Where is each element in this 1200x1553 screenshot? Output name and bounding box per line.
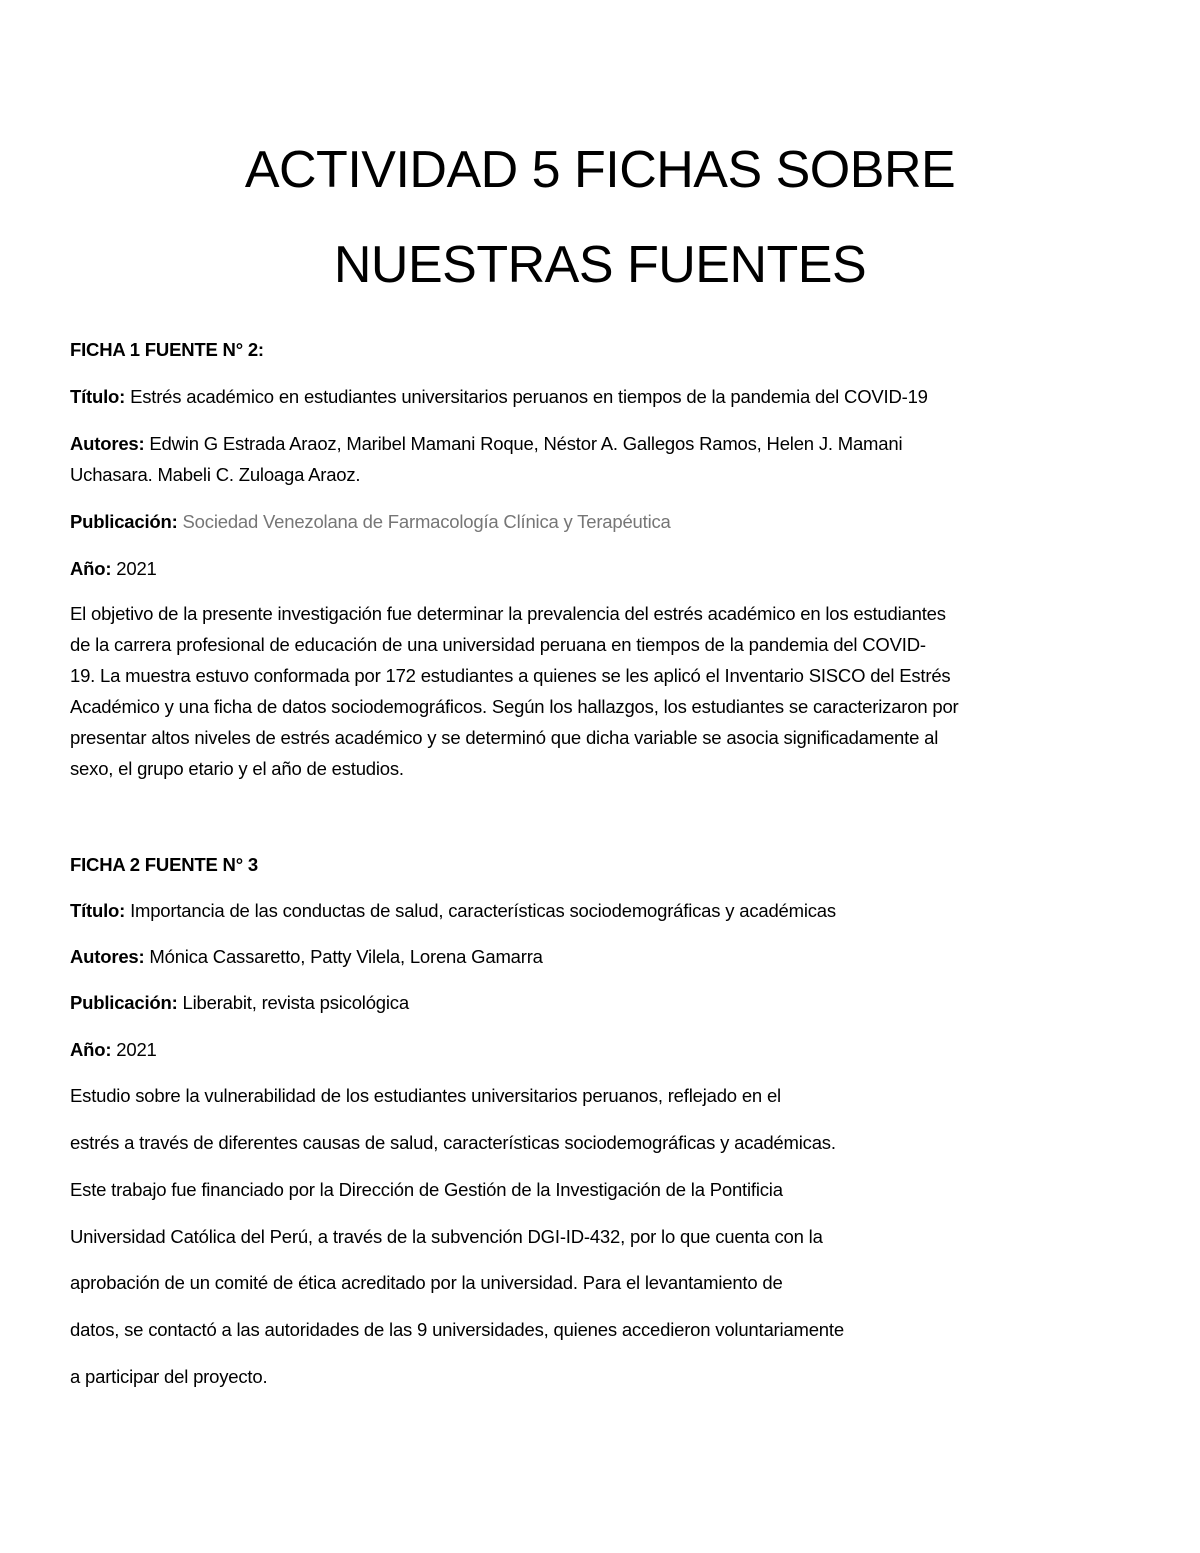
ficha-1-publicacion xyxy=(70,510,671,534)
resumen-line: aprobación de un comité de ética acreditado por la universidad. Para el levantamiento de xyxy=(70,1272,783,1293)
titulo-value: Importancia de las conductas de salud, características sociodemográficas y académicas xyxy=(130,900,836,921)
resumen-line: a participar del proyecto. xyxy=(70,1366,268,1387)
autores-value: Edwin G Estrada Araoz, Maribel Mamani Roque, Néstor A. Gallegos Ramos, Helen J. Mamani xyxy=(149,433,903,454)
resumen-line: datos, se contactó a las autoridades de las 9 universidades, quienes accedieron voluntariamente xyxy=(70,1319,844,1340)
anio-value: 2021 xyxy=(116,1039,157,1060)
document-title-line-2: NUESTRAS FUENTES xyxy=(333,236,867,294)
ficha-1-autores xyxy=(70,432,902,456)
resumen-line: presentar altos niveles de estrés académico y se determinó que dicha variable se asocia significadamente al xyxy=(70,727,939,748)
ficha-1-titulo xyxy=(70,385,928,409)
resumen-line: sexo, el grupo etario y el año de estudios. xyxy=(70,758,404,779)
resumen-line: El objetivo de la presente investigación fue determinar la prevalencia del estrés académico en los estudiantes xyxy=(70,603,946,624)
titulo-label: Título: xyxy=(70,386,126,407)
publicacion-value: Liberabit, revista psicológica xyxy=(182,992,409,1013)
publicacion-label: Publicación: xyxy=(70,992,178,1013)
anio-value: 2021 xyxy=(116,558,157,579)
ficha-1-autores-cont: Uchasara. Mabeli C. Zuloaga Araoz. xyxy=(70,464,361,485)
anio-label: Año: xyxy=(70,558,112,579)
ficha-2-titulo xyxy=(70,899,836,923)
resumen-line: Universidad Católica del Perú, a través de la subvención DGI-ID-432, por lo que cuenta con la xyxy=(70,1226,823,1247)
ficha-2-anio xyxy=(70,1038,157,1062)
resumen-line: Este trabajo fue financiado por la Dirección de Gestión de la Investigación de la Pontificia xyxy=(70,1179,783,1200)
resumen-line: Académico y una ficha de datos sociodemográficos. Según los hallazgos, los estudiantes se caracterizaron por xyxy=(70,696,959,717)
resumen-line: Estudio sobre la vulnerabilidad de los estudiantes universitarios peruanos, reflejado en el xyxy=(70,1085,781,1106)
resumen-line: 19. La muestra estuvo conformada por 172 estudiantes a quienes se les aplicó el Inventario SISCO del Estrés xyxy=(70,665,951,686)
ficha-2-publicacion xyxy=(70,991,409,1015)
publicacion-value: Sociedad Venezolana de Farmacología Clínica y Terapéutica xyxy=(182,511,671,532)
resumen-line: estrés a través de diferentes causas de salud, características sociodemográficas y académicas. xyxy=(70,1132,836,1153)
document-title-line-1: ACTIVIDAD 5 FICHAS SOBRE xyxy=(244,141,956,199)
ficha-1-anio xyxy=(70,557,157,581)
autores-label: Autores: xyxy=(70,433,145,454)
titulo-value: Estrés académico en estudiantes universitarios peruanos en tiempos de la pandemia del COVID-19 xyxy=(130,386,928,407)
titulo-label: Título: xyxy=(70,900,126,921)
publicacion-label: Publicación: xyxy=(70,511,178,532)
ficha-1-heading: FICHA 1 FUENTE N° 2: xyxy=(70,339,264,360)
ficha-2-autores xyxy=(70,945,543,969)
ficha-2-heading: FICHA 2 FUENTE N° 3 xyxy=(70,854,258,875)
resumen-line: de la carrera profesional de educación de una universidad peruana en tiempos de la pandemia del COVID- xyxy=(70,634,926,655)
anio-label: Año: xyxy=(70,1039,112,1060)
autores-value: Mónica Cassaretto, Patty Vilela, Lorena Gamarra xyxy=(149,946,543,967)
autores-label: Autores: xyxy=(70,946,145,967)
